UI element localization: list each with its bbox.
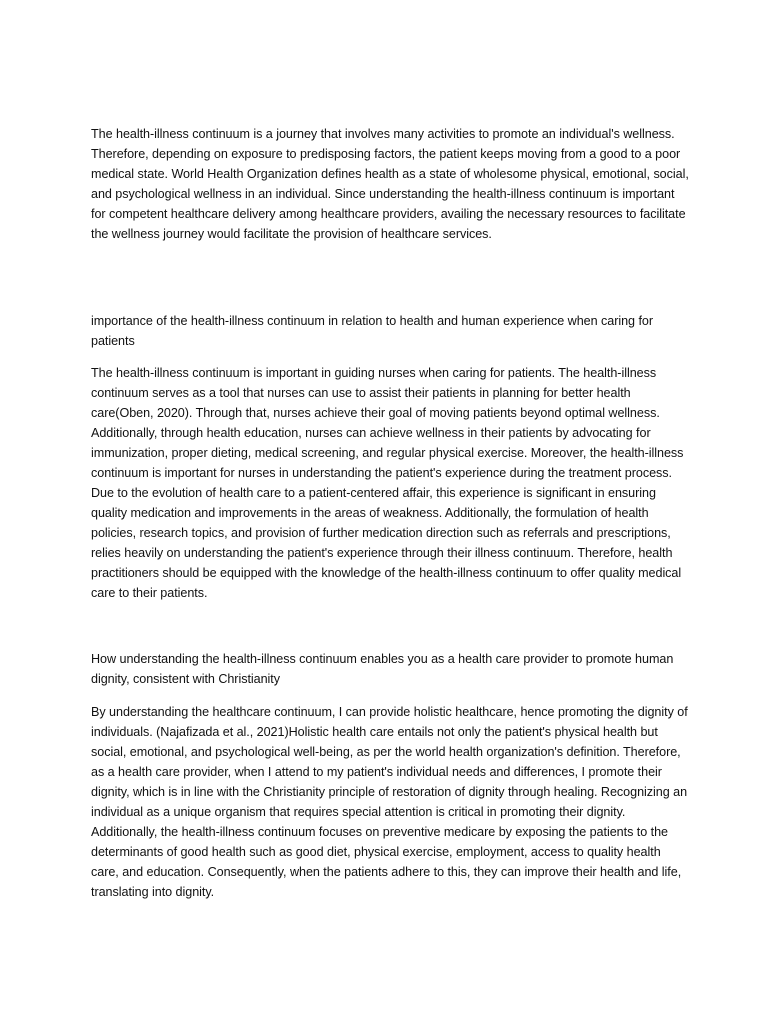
dignity-paragraph: By understanding the healthcare continuum, I can provide holistic healthcare, hence promoting the dignity of individuals. (Najafizada et al., 2021)Holistic health care entails not only the patient's physical health but social, emotional, and psychological well-being, as per the world health organization's definition. Therefore, as a health care provider, when I attend to my patient's individual needs and differences, I promote their dignity, which is in line with the Christianity principle of restoration of dignity through healing. Recognizing an individual as a unique organism that requires special attention is critical in promoting their dignity. Additionally, the health-illness continuum focuses on preventive medicare by exposing the patients to the determinants of good health such as good diet, physical exercise, employment, access to quality health care, and education. Consequently, when the patients adhere to this, they can improve their health and life, translating into dignity. — [91, 705, 688, 899]
intro-paragraph: The health-illness continuum is a journey that involves many activities to promote an individual's wellness. Therefore, depending on exposure to predisposing factors, the patient keeps moving from a good to a poor medical state. World Health Organization defines health as a state of wholesome physical, emotional, social, and psychological wellness in an individual. Since understanding the health-illness continuum is important for competent healthcare delivery among healthcare providers, availing the necessary resources to facilitate the wellness journey would facilitate the provision of healthcare services. — [91, 127, 689, 241]
importance-paragraph: The health-illness continuum is important in guiding nurses when caring for patients. The health-illness continuum serves as a tool that nurses can use to assist their patients in planning for better health care(Oben, 2020). Through that, nurses achieve their goal of moving patients beyond optimal wellness. Additionally, through health education, nurses can achieve wellness in their patients by advocating for immunization, proper dieting, medical screening, and regular physical exercise. Moreover, the health-illness continuum is important for nurses in understanding the patient's experience during the treatment process. Due to the evolution of health care to a patient-centered affair, this experience is significant in ensuring quality medication and improvements in the areas of weakness. Additionally, the formulation of health policies, research topics, and provision of further medication direction such as referrals and prescriptions, relies heavily on understanding the patient's experience through their illness continuum. Therefore, health practitioners should be equipped with the knowledge of the health-illness continuum to offer quality medical care to their patients. — [91, 366, 684, 600]
section-heading-importance: importance of the health-illness continuum in relation to health and human experience when caring for patients — [91, 314, 654, 348]
section-heading-dignity: How understanding the health-illness continuum enables you as a health care provider to promote human dignity, consistent with Christianity — [91, 652, 674, 686]
